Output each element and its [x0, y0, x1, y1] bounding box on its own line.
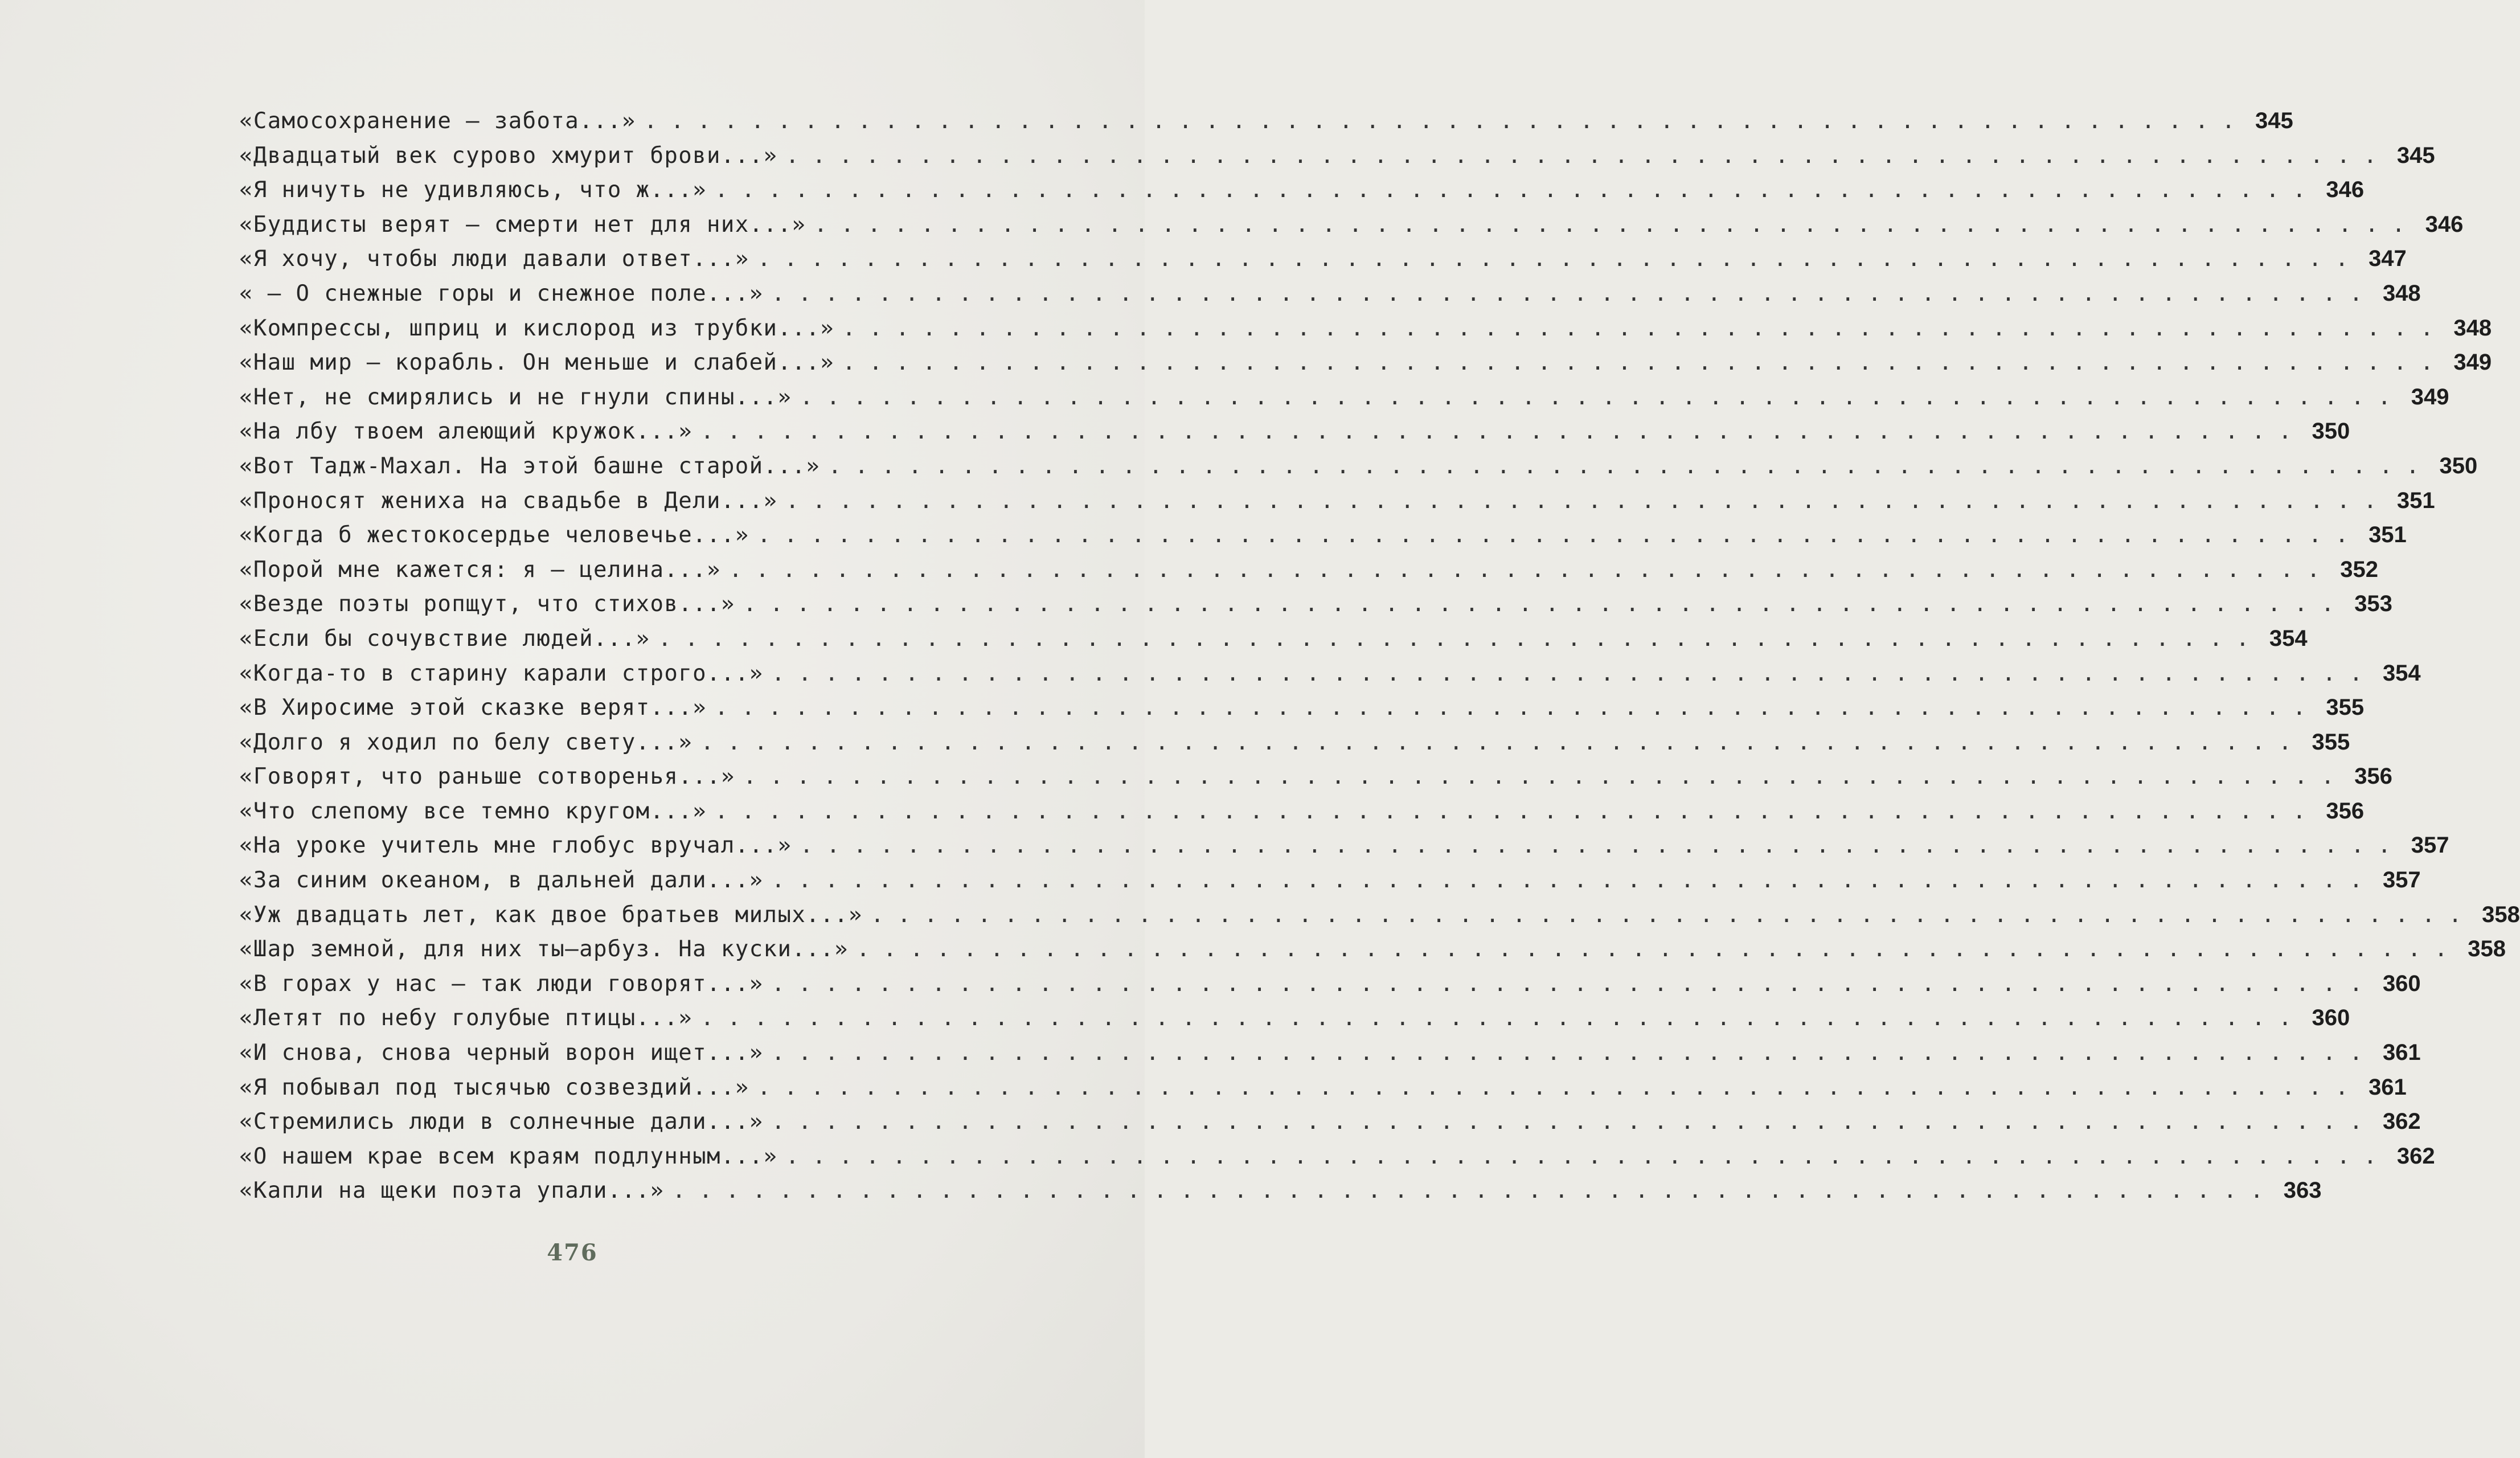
toc-entry-title: «Я хочу, чтобы люди давали ответ...» [239, 246, 749, 272]
toc-entry-title: «На лбу твоем алеющий кружок...» [239, 419, 693, 445]
toc-entry [239, 108, 2293, 143]
toc-entry-page: 361 [2369, 1074, 2407, 1100]
toc-entry [239, 246, 2407, 281]
toc-entry-page: 348 [2453, 315, 2492, 341]
toc-entry [239, 556, 2379, 592]
dot-leader: . . . . . . . . . . . . . . . . . . . . . . . . . . . . . . . . . . . . . . . . . . . . . . . . . . . . . . . . . . . . [842, 315, 2434, 341]
toc-entry [239, 625, 2308, 661]
toc-entry [239, 1040, 2421, 1075]
toc-entry [239, 1005, 2350, 1040]
toc-entry-title: «Двадцатый век сурово хмурит брови...» [239, 142, 778, 169]
toc-entry-title: «В Хиросиме этой сказке верят...» [239, 695, 707, 721]
toc-entry-page: 363 [2283, 1178, 2322, 1203]
dot-leader: . . . . . . . . . . . . . . . . . . . . . . . . . . . . . . . . . . . . . . . . . . . . . . . . . . . . . . . . . . . . [700, 1005, 2292, 1031]
toc-entry [239, 1109, 2421, 1144]
toc-entry [239, 1178, 2322, 1213]
toc-entry-page: 362 [2396, 1143, 2435, 1169]
toc-entry [239, 591, 2392, 626]
dot-leader: . . . . . . . . . . . . . . . . . . . . . . . . . . . . . . . . . . . . . . . . . . . . . . . . . . . . . . . . . . . . [700, 419, 2292, 445]
toc-entry-page: 358 [2482, 902, 2520, 927]
toc-entry [239, 453, 2478, 488]
toc-entry [239, 833, 2449, 867]
dot-leader: . . . . . . . . . . . . . . . . . . . . . . . . . . . . . . . . . . . . . . . . . . . . . . . . . . . . . . . . . . . . [785, 488, 2377, 514]
dot-leader: . . . . . . . . . . . . . . . . . . . . . . . . . . . . . . . . . . . . . . . . . . . . . . . . . . . . . . . . . . . . [757, 522, 2349, 548]
toc-entry-title: « — О снежные горы и снежное поле...» [239, 280, 764, 306]
dot-leader: . . . . . . . . . . . . . . . . . . . . . . . . . . . . . . . . . . . . . . . . . . . . . . . . . . . . . . . . . . . . [870, 902, 2462, 928]
toc-entry-page: 346 [2326, 177, 2365, 203]
toc-entry-title: «Я ничуть не удивляюсь, что ж...» [239, 177, 707, 203]
toc-entry [239, 488, 2435, 523]
toc-entry-page: 350 [2312, 419, 2350, 444]
dot-leader: . . . . . . . . . . . . . . . . . . . . . . . . . . . . . . . . . . . . . . . . . . . . . . . . . . . . . . . . . . . . [771, 970, 2363, 997]
toc-entry [239, 1074, 2407, 1109]
dot-leader: . . . . . . . . . . . . . . . . . . . . . . . . . . . . . . . . . . . . . . . . . . . . . . . . . . . . . . . . . . . . [728, 556, 2321, 583]
toc-entry-title: «Что слепому все темно кругом...» [239, 798, 707, 824]
dot-leader: . . . . . . . . . . . . . . . . . . . . . . . . . . . . . . . . . . . . . . . . . . . . . . . . . . . . . . . . . . . . [715, 798, 2306, 824]
toc-entry-page: 348 [2382, 280, 2421, 306]
dot-leader: . . . . . . . . . . . . . . . . . . . . . . . . . . . . . . . . . . . . . . . . . . . . . . . . . . . . . . . . . . . . [757, 1074, 2349, 1100]
toc-entry [239, 211, 2464, 247]
dot-leader: . . . . . . . . . . . . . . . . . . . . . . . . . . . . . . . . . . . . . . . . . . . . . . . . . . . . . . . . . . . . [771, 660, 2363, 686]
toc-entry-title: «Нет, не смирялись и не гнули спины...» [239, 384, 792, 410]
toc-entry-page: 357 [2382, 867, 2421, 893]
toc-entry-page: 350 [2439, 453, 2478, 478]
toc-entry-title: «Я побывал под тысячью созвездий...» [239, 1074, 749, 1100]
toc-entry-page: 355 [2312, 729, 2350, 755]
toc-entry [239, 902, 2520, 937]
dot-leader: . . . . . . . . . . . . . . . . . . . . . . . . . . . . . . . . . . . . . . . . . . . . . . . . . . . . . . . . . . . . [771, 1040, 2363, 1066]
page-number: 476 [547, 1239, 598, 1266]
toc-entry [239, 867, 2421, 902]
toc-entry-title: «Проносят жениха на свадьбе в Дели...» [239, 488, 778, 514]
toc-entry [239, 970, 2421, 1006]
toc-entry-title: «Капли на щеки поэта упали...» [239, 1178, 665, 1204]
toc-entry-title: «За синим океаном, в дальней дали...» [239, 867, 764, 894]
toc-entry-title: «На уроке учитель мне глобус вручал...» [239, 833, 792, 859]
toc-entry-page: 346 [2425, 211, 2464, 237]
dot-leader: . . . . . . . . . . . . . . . . . . . . . . . . . . . . . . . . . . . . . . . . . . . . . . . . . . . . . . . . . . . . [700, 729, 2292, 755]
toc-entry-page: 362 [2382, 1109, 2421, 1135]
toc-entry-title: «Летят по небу голубые птицы...» [239, 1005, 693, 1031]
toc-entry-page: 352 [2340, 556, 2379, 582]
toc-entry-page: 354 [2382, 660, 2421, 686]
toc-entry [239, 764, 2392, 798]
toc-entry-title: «Везде поэты ропщут, что стихов...» [239, 591, 735, 617]
toc-entry-title: «Когда-то в старину карали строго...» [239, 660, 764, 686]
toc-entry [239, 660, 2421, 695]
toc-entry-title: «О нашем крае всем краям подлунным...» [239, 1143, 778, 1169]
toc-entry [239, 419, 2350, 453]
toc-entry-page: 351 [2396, 488, 2435, 513]
toc-entry-page: 356 [2326, 798, 2365, 824]
toc-entry-title: «Порой мне кажется: я — целина...» [239, 556, 721, 583]
toc-entry-title: «Самосохранение — забота...» [239, 108, 636, 134]
toc-entry-title: «Наш мир — корабль. Он меньше и слабей...» [239, 350, 834, 376]
toc-entry [239, 522, 2407, 557]
toc-entry [239, 729, 2350, 764]
toc-entry-title: «Шар земной, для них ты—арбуз. На куски...» [239, 936, 849, 963]
toc-entry-page: 345 [2396, 142, 2435, 168]
toc-entry [239, 695, 2365, 730]
dot-leader: . . . . . . . . . . . . . . . . . . . . . . . . . . . . . . . . . . . . . . . . . . . . . . . . . . . . . . . . . . . . [814, 211, 2406, 237]
toc-entry-title: «Вот Тадж-Махал. На этой башне старой...» [239, 453, 821, 479]
toc-entry [239, 936, 2506, 971]
toc-entry-title: «Стремились люди в солнечные дали...» [239, 1109, 764, 1135]
toc-entry-page: 353 [2354, 591, 2392, 617]
toc-entry-page: 361 [2382, 1040, 2421, 1066]
dot-leader: . . . . . . . . . . . . . . . . . . . . . . . . . . . . . . . . . . . . . . . . . . . . . . . . . . . . . . . . . . . . [658, 625, 2249, 652]
toc-entry-title: «Если бы сочувствие людей...» [239, 625, 650, 652]
toc-entry-page: 355 [2326, 695, 2365, 720]
table-of-contents [239, 108, 2520, 1213]
dot-leader: . . . . . . . . . . . . . . . . . . . . . . . . . . . . . . . . . . . . . . . . . . . . . . . . . . . . . . . . . . . . [644, 108, 2235, 134]
toc-entry-page: 351 [2369, 522, 2407, 548]
toc-entry-title: «Когда б жестокосердье человечье...» [239, 522, 749, 548]
dot-leader: . . . . . . . . . . . . . . . . . . . . . . . . . . . . . . . . . . . . . . . . . . . . . . . . . . . . . . . . . . . . [800, 833, 2391, 859]
dot-leader: . . . . . . . . . . . . . . . . . . . . . . . . . . . . . . . . . . . . . . . . . . . . . . . . . . . . . . . . . . . . [743, 764, 2334, 790]
toc-entry [239, 350, 2492, 384]
toc-entry-title: «Компрессы, шприц и кислород из трубки...» [239, 315, 834, 341]
toc-entry-title: «И снова, снова черный ворон ищет...» [239, 1040, 764, 1066]
toc-entry-page: 357 [2411, 833, 2449, 858]
toc-entry-page: 356 [2354, 764, 2392, 789]
toc-entry-page: 349 [2411, 384, 2449, 409]
toc-entry [239, 384, 2449, 419]
dot-leader: . . . . . . . . . . . . . . . . . . . . . . . . . . . . . . . . . . . . . . . . . . . . . . . . . . . . . . . . . . . . [771, 867, 2363, 894]
toc-entry-title: «В горах у нас — так люди говорят...» [239, 970, 764, 997]
dot-leader: . . . . . . . . . . . . . . . . . . . . . . . . . . . . . . . . . . . . . . . . . . . . . . . . . . . . . . . . . . . . [715, 177, 2306, 203]
toc-entry-title: «Говорят, что раньше сотворенья...» [239, 764, 735, 790]
dot-leader: . . . . . . . . . . . . . . . . . . . . . . . . . . . . . . . . . . . . . . . . . . . . . . . . . . . . . . . . . . . . [842, 350, 2434, 376]
dot-leader: . . . . . . . . . . . . . . . . . . . . . . . . . . . . . . . . . . . . . . . . . . . . . . . . . . . . . . . . . . . . [743, 591, 2334, 617]
dot-leader: . . . . . . . . . . . . . . . . . . . . . . . . . . . . . . . . . . . . . . . . . . . . . . . . . . . . . . . . . . . . [672, 1178, 2264, 1204]
toc-entry [239, 280, 2421, 316]
toc-entry-page: 358 [2468, 936, 2506, 962]
dot-leader: . . . . . . . . . . . . . . . . . . . . . . . . . . . . . . . . . . . . . . . . . . . . . . . . . . . . . . . . . . . . [856, 936, 2448, 963]
dot-leader: . . . . . . . . . . . . . . . . . . . . . . . . . . . . . . . . . . . . . . . . . . . . . . . . . . . . . . . . . . . . [715, 695, 2306, 721]
toc-entry [239, 142, 2435, 178]
toc-entry-page: 360 [2382, 970, 2421, 996]
toc-entry [239, 177, 2365, 212]
dot-leader: . . . . . . . . . . . . . . . . . . . . . . . . . . . . . . . . . . . . . . . . . . . . . . . . . . . . . . . . . . . . [785, 1143, 2377, 1169]
toc-entry-title: «Уж двадцать лет, как двое братьев милых...» [239, 902, 863, 928]
dot-leader: . . . . . . . . . . . . . . . . . . . . . . . . . . . . . . . . . . . . . . . . . . . . . . . . . . . . . . . . . . . . [785, 142, 2377, 169]
toc-entry [239, 798, 2365, 833]
toc-entry-page: 345 [2255, 108, 2293, 133]
dot-leader: . . . . . . . . . . . . . . . . . . . . . . . . . . . . . . . . . . . . . . . . . . . . . . . . . . . . . . . . . . . . [771, 1109, 2363, 1135]
toc-entry-title: «Буддисты верят — смерти нет для них...» [239, 211, 806, 237]
dot-leader: . . . . . . . . . . . . . . . . . . . . . . . . . . . . . . . . . . . . . . . . . . . . . . . . . . . . . . . . . . . . [800, 384, 2391, 410]
dot-leader: . . . . . . . . . . . . . . . . . . . . . . . . . . . . . . . . . . . . . . . . . . . . . . . . . . . . . . . . . . . . [771, 280, 2363, 306]
dot-leader: . . . . . . . . . . . . . . . . . . . . . . . . . . . . . . . . . . . . . . . . . . . . . . . . . . . . . . . . . . . . [757, 246, 2349, 272]
toc-entry-page: 347 [2369, 246, 2407, 272]
toc-entry-title: «Долго я ходил по белу свету...» [239, 729, 693, 755]
dot-leader: . . . . . . . . . . . . . . . . . . . . . . . . . . . . . . . . . . . . . . . . . . . . . . . . . . . . . . . . . . . . [828, 453, 2420, 479]
toc-entry-page: 354 [2269, 625, 2308, 651]
toc-entry [239, 315, 2492, 350]
toc-entry-page: 349 [2453, 350, 2492, 375]
toc-entry-page: 360 [2312, 1005, 2350, 1031]
toc-entry [239, 1143, 2435, 1178]
